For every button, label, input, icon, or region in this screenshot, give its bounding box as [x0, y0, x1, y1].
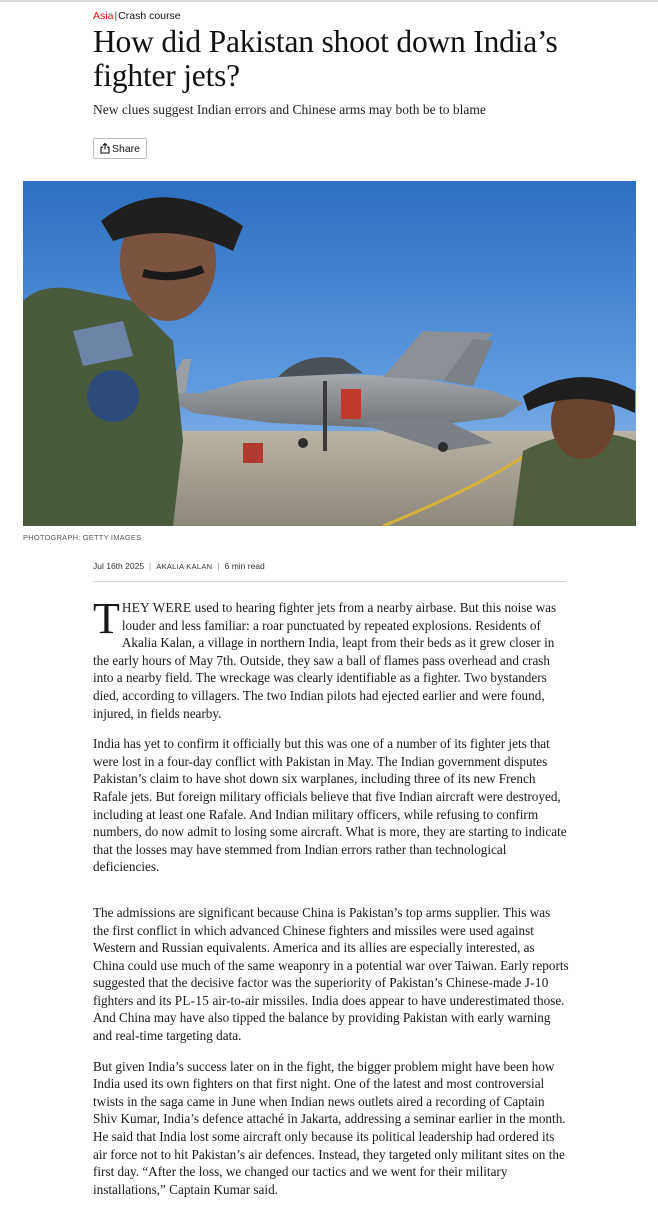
drop-cap: T [93, 594, 120, 643]
share-button[interactable] [93, 138, 147, 159]
lead-photo [23, 181, 636, 526]
paragraph-text: air-to-air missiles. India does appear to have underestimated those. And China may have also tipped the balance by providing Pakistan with early warning and real-time targeting data. [93, 992, 565, 1044]
paragraph [93, 904, 569, 1045]
rubric: Crash course [118, 10, 181, 22]
paragraph: India has yet to confirm it officially but this was one of a number of its fighter jets that were lost in a four-day conflict with Pakistan in May. The Indian government disputes Pakistan’s claim to have shot down six warplanes, including three of its new French Rafale jets. But foreign military officials believe that five Indian aircraft were destroyed, including at least one Rafale. And Indian military officers, while refusing to confirm numbers, do now admit to losing some aircraft. What is more, they are starting to indicate that the losses may have stemmed from Indian errors rather than technological deficiencies. [93, 736, 567, 875]
lead-in: HEY WERE [121, 600, 192, 615]
article-meta [93, 561, 265, 571]
share-label: Share [111, 142, 141, 155]
top-divider [0, 0, 658, 2]
paragraph-text: fighters and its [93, 992, 175, 1008]
headline: How did Pakistan shoot down India’s fighter jets? [93, 24, 558, 93]
share-icon [100, 143, 110, 154]
publish-date: Jul 16th 2025 [93, 561, 145, 571]
meta-rule [93, 581, 566, 582]
article-body [93, 594, 569, 1211]
read-time: 6 min read [224, 561, 265, 571]
aircraft-name: J-10 [524, 975, 549, 991]
meta-separator: | [217, 561, 220, 571]
photo-credit: PHOTOGRAPH: GETTY IMAGES [23, 533, 142, 542]
paragraph-text: used to hearing fighter jets from a nearby airbase. But this noise was louder and less familiar: a roar punctuated by repeated explosions. Residents of Akalia Kalan, a village in northern India, leapt from their beds as it grew closer in the early hours of May 7th. Outside, they saw a ball of flames pass overhead and crash into a nearby field. The wreckage was clearly identifiable as a fighter. Two bystanders died, according to villagers. The two Indian pilots had ejected earlier and were found, injured, in fields nearby. [93, 600, 557, 721]
paragraph-text: The admissions are significant because China is Pakistan’s top arms supplier. This was the first conflict in which advanced Chinese fighters and missiles were used against Western and Russian equivalents. America and its allies are especially interested, as China could use much of the same weaponry in a potential war over Taiwan. Early reports suggested that the decisive factor was the superiority of Pakistan’s Chinese-made [93, 904, 569, 991]
paragraph: But given India’s success later on in the fight, the bigger problem might have been how India used its own fighters on that first night. One of the latest and most controversial twists in the saga came in June when Indian news outlets aired a recording of Captain Shiv Kumar, India’s defence attaché in Jakarta, addressing a seminar earlier in the month. He said that India lost some aircraft only because its political leadership had ordered its air force not to hit Pakistan’s air defences. Instead, they targeted only militant sites on the first day. “After the loss, we changed our tactics and we went for their military installations,” Captain Kumar said. [93, 1058, 566, 1197]
kicker-separator: | [114, 10, 118, 22]
missile-name: PL-15 [174, 992, 210, 1008]
dateline: AKALIA KALAN [156, 562, 213, 571]
standfirst: New clues suggest Indian errors and Chinese arms may both be to blame [93, 102, 486, 117]
paragraph [93, 594, 569, 722]
section-link[interactable]: Asia [93, 10, 114, 22]
meta-separator: | [149, 561, 152, 571]
kicker [93, 9, 181, 23]
